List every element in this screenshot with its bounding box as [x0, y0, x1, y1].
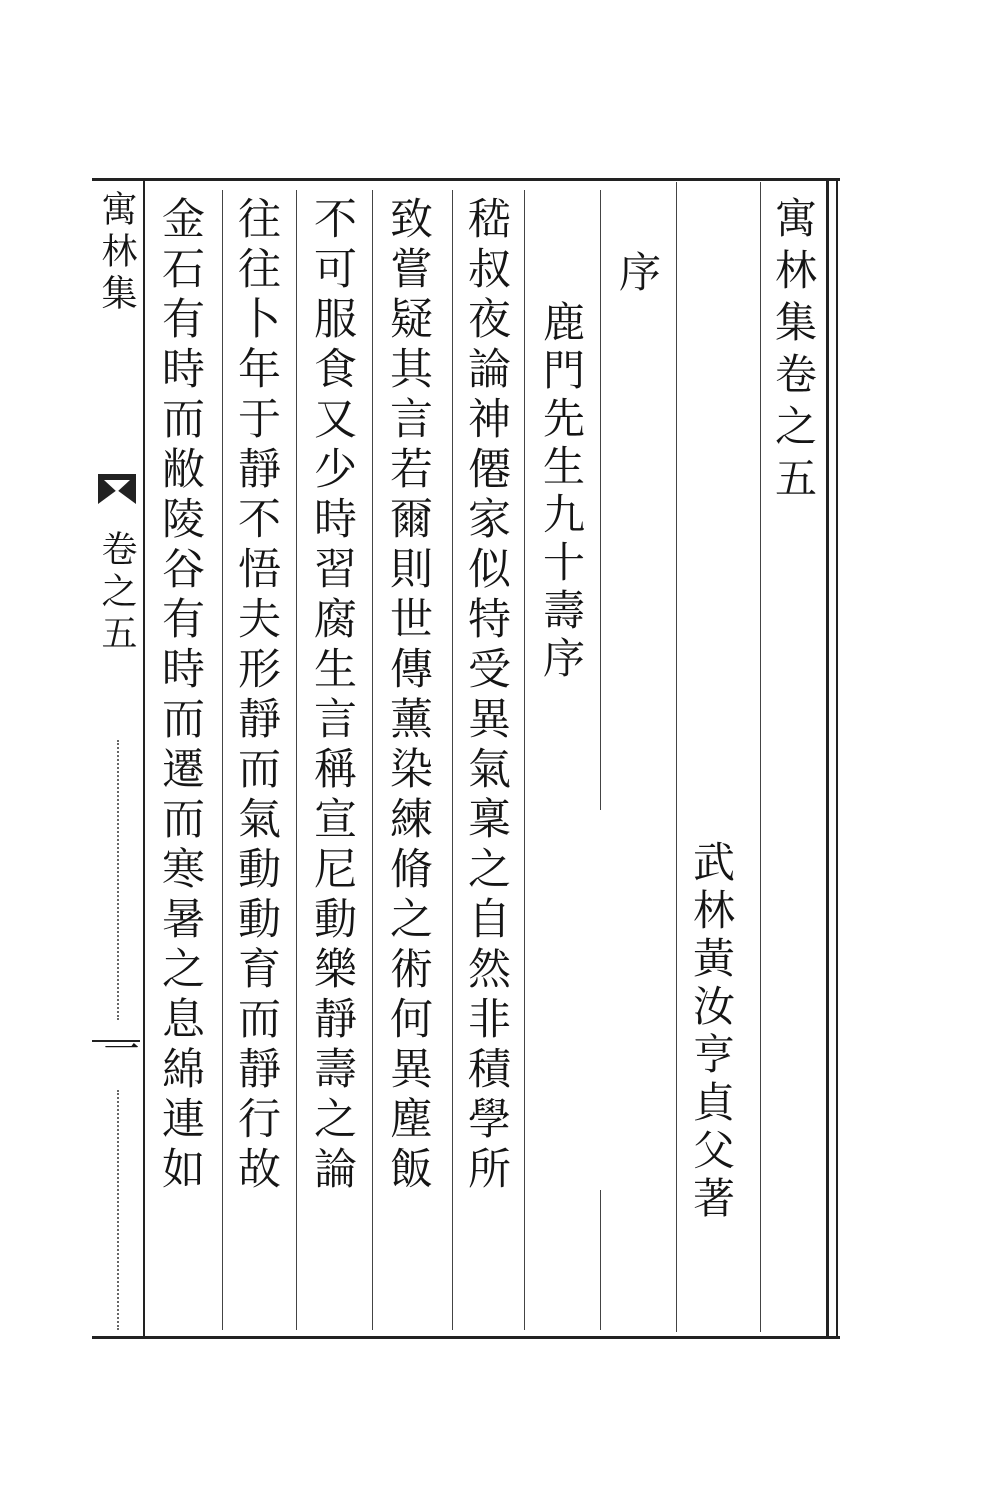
- volume-title: 寓林集卷之五: [769, 196, 818, 508]
- column-rule: [600, 1190, 601, 1330]
- margin-dotted-line-lower: [117, 1090, 123, 1330]
- column-rule: [760, 182, 761, 1332]
- fish-tail-mark: [96, 470, 138, 508]
- column-rule: [452, 190, 453, 1330]
- folio-number: 一: [98, 1030, 139, 1072]
- frame-right-border: [826, 180, 829, 1338]
- body-column-2: 致嘗疑其言若爾則世傳薰染練脩之術何異塵飯: [383, 196, 433, 1196]
- section-heading: 序: [613, 250, 662, 292]
- column-rule: [676, 182, 677, 1332]
- frame-right-border-inner: [836, 180, 838, 1338]
- column-rule: [524, 190, 525, 1330]
- piece-title: 鹿門先生九十壽序: [537, 300, 586, 684]
- body-column-1: 嵇叔夜論神僊家似特受異氣稟之自然非積學所: [461, 196, 511, 1196]
- frame-top-border: [92, 178, 840, 181]
- column-rule: [600, 190, 601, 810]
- margin-title: 寓林集: [96, 190, 137, 316]
- body-column-3: 不可服食又少時習腐生言稱宣尼動樂靜壽之論: [307, 196, 357, 1196]
- author-line: 武林黃汝亨貞父著: [687, 840, 736, 1224]
- column-rule: [222, 190, 223, 1330]
- body-column-4: 往往卜年于靜不悟夫形靜而氣動動育而靜行故: [231, 196, 281, 1196]
- margin-dotted-line: [117, 740, 123, 1020]
- body-column-5: 金石有時而敝陵谷有時而遷而寒暑之息綿連如: [155, 196, 205, 1196]
- frame-left-border: [143, 180, 145, 1338]
- column-rule: [296, 190, 297, 1330]
- frame-bottom-border: [92, 1336, 840, 1339]
- margin-volume: 卷之五: [96, 530, 137, 656]
- column-rule: [372, 190, 373, 1330]
